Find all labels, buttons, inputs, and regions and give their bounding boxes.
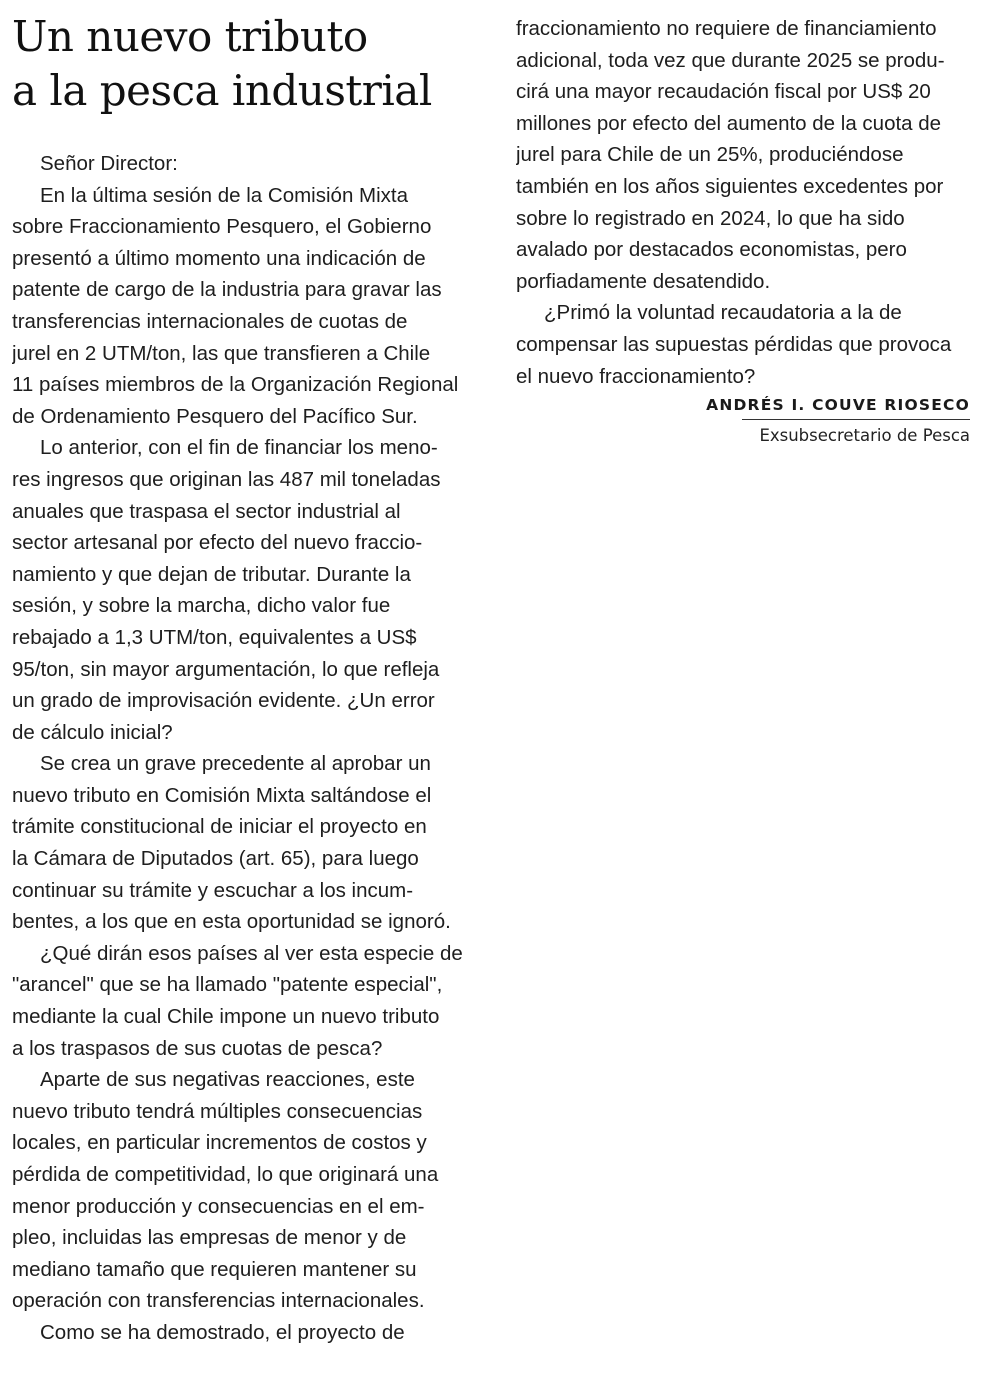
- text-line: de Ordenamiento Pesquero del Pacífico Sur.: [12, 404, 418, 428]
- text-line: fraccionamiento no requiere de financiamiento: [516, 17, 937, 40]
- text-line: En la última sesión de la Comisión Mixta: [40, 183, 409, 207]
- signature-divider: [742, 419, 970, 420]
- text-line: "arancel" que se ha llamado "patente especial",: [12, 973, 443, 997]
- text-line: patente de cargo de la industria para gravar las: [12, 278, 442, 302]
- text-line: de cálculo inicial?: [12, 720, 173, 744]
- text-line: continuar su trámite y escuchar a los incum-: [12, 878, 414, 902]
- text-line: rebajado a 1,3 UTM/ton, equivalentes a US$: [12, 625, 417, 649]
- text-line: sesión, y sobre la marcha, dicho valor fue: [12, 594, 391, 618]
- text-line: Se crea un grave precedente al aprobar un: [40, 752, 431, 776]
- text-line: 95/ton, sin mayor argumentación, lo que refleja: [12, 657, 440, 681]
- text-line: pérdida de competitividad, lo que originará una: [12, 1163, 439, 1186]
- author-name: ANDRÉS I. COUVE RIOSECO: [706, 396, 970, 414]
- author-role: Exsubsecretario de Pesca: [759, 426, 970, 445]
- text-line: bentes, a los que en esta oportunidad se ignoró.: [12, 910, 451, 934]
- text-line: el nuevo fraccionamiento?: [516, 364, 756, 388]
- text-line: Como se ha demostrado, el proyecto de: [40, 1320, 405, 1344]
- text-line: porfiadamente desatendido.: [516, 269, 771, 293]
- text-line: 11 países miembros de la Organización Regional: [12, 373, 459, 397]
- text-line: transferencias internacionales de cuotas de: [12, 309, 408, 333]
- text-line: jurel en 2 UTM/ton, las que transfieren a Chile: [12, 341, 431, 365]
- text-line: sobre lo registrado en 2024, lo que ha sido: [516, 206, 905, 230]
- text-line: jurel para Chile de un 25%, produciéndose: [516, 143, 904, 167]
- text-line: ¿Qué dirán esos países al ver esta especie de: [40, 941, 463, 965]
- letter-headline: [12, 10, 482, 118]
- text-line: adicional, toda vez que durante 2025 se produ-: [516, 48, 945, 72]
- text-line: menor producción y consecuencias en el em-: [12, 1194, 425, 1218]
- text-line: anuales que traspasa el sector industrial al: [12, 499, 401, 523]
- text-line: nuevo tributo en Comisión Mixta saltándose el: [12, 783, 432, 807]
- text-line: namiento y que dejan de tributar. Durante la: [12, 562, 411, 586]
- letter-body-right-column: [516, 13, 968, 392]
- text-line: cirá una mayor recaudación fiscal por US$ 20: [516, 80, 931, 104]
- text-line: mediante la cual Chile impone un nuevo tributo: [12, 1005, 440, 1029]
- text-line: la Cámara de Diputados (art. 65), para luego: [12, 847, 419, 871]
- text-line: millones por efecto del aumento de la cuota de: [516, 111, 942, 135]
- text-line: mediano tamaño que requieren mantener su: [12, 1257, 417, 1281]
- text-line: pleo, incluidas las empresas de menor y de: [12, 1226, 407, 1250]
- text-line: trámite constitucional de iniciar el proyecto en: [12, 815, 427, 839]
- text-line: locales, en particular incrementos de costos y: [12, 1131, 427, 1155]
- letter-body-left-column: [12, 148, 474, 1349]
- text-line: compensar las supuestas pérdidas que provoca: [516, 332, 952, 356]
- text-line: operación con transferencias internacionales.: [12, 1289, 425, 1313]
- text-line: Señor Director:: [40, 152, 178, 175]
- text-line: Aparte de sus negativas reacciones, este: [40, 1068, 415, 1092]
- text-line: ¿Primó la voluntad recaudatoria a la de: [544, 301, 902, 325]
- text-line: a los traspasos de sus cuotas de pesca?: [12, 1036, 383, 1060]
- text-line: un grado de improvisación evidente. ¿Un error: [12, 689, 435, 713]
- text-line: también en los años siguientes excedentes por: [516, 174, 944, 198]
- text-line: presentó a último momento una indicación de: [12, 246, 426, 270]
- text-line: nuevo tributo tendrá múltiples consecuencias: [12, 1099, 423, 1123]
- headline-line: Un nuevo tributo: [12, 12, 368, 61]
- text-line: avalado por destacados economistas, pero: [516, 238, 907, 262]
- headline-line: a la pesca industrial: [12, 66, 432, 115]
- text-line: res ingresos que originan las 487 mil toneladas: [12, 467, 441, 491]
- text-line: sector artesanal por efecto del nuevo fraccio-: [12, 531, 423, 555]
- text-line: sobre Fraccionamiento Pesquero, el Gobierno: [12, 215, 432, 239]
- text-line: Lo anterior, con el fin de financiar los meno-: [40, 436, 438, 460]
